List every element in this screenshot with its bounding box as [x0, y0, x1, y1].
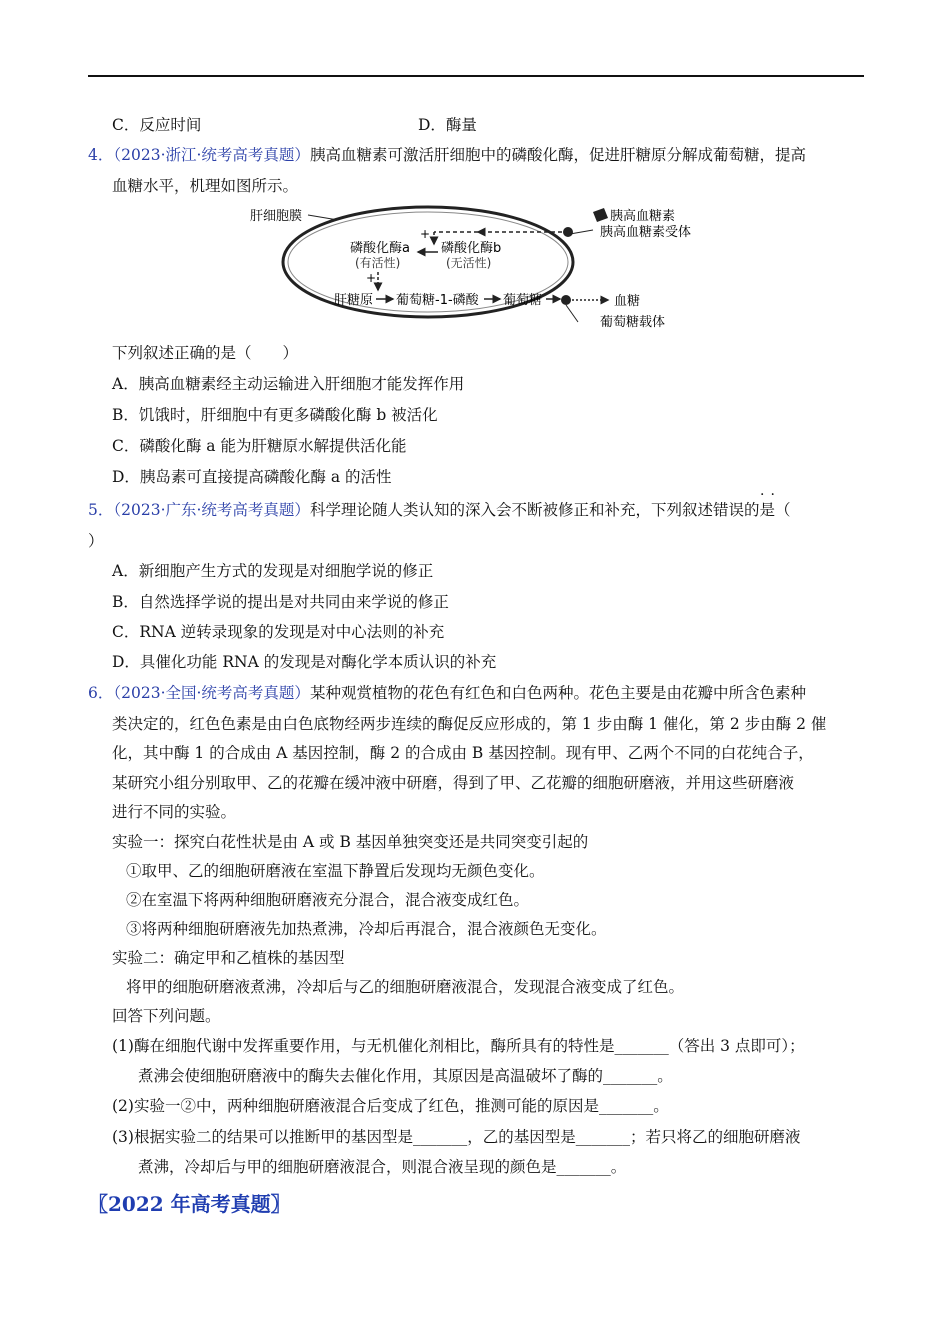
- glucagon-icon: [593, 208, 608, 222]
- question-6-number: 6．: [88, 684, 114, 702]
- question-6-l5: 进行不同的实验。: [112, 803, 237, 821]
- glucose-carrier-dot: [561, 295, 571, 305]
- question-4-ask: 下列叙述正确的是（ ）: [112, 344, 299, 362]
- carrier-pointer: [566, 305, 578, 322]
- label-carrier: 葡萄糖载体: [600, 315, 666, 330]
- label-membrane: 肝细胞膜: [250, 209, 303, 224]
- question-5-stem2: ）: [88, 532, 104, 550]
- option-d-prev: D．酶量: [418, 116, 477, 134]
- experiment-1-step1: ①取甲、乙的细胞研磨液在室温下静置后发现均无颜色变化。: [126, 862, 545, 880]
- sub-question-1b: 煮沸会使细胞研磨液中的酶失去催化作用，其原因是高温破坏了酶的_______。: [138, 1067, 673, 1085]
- experiment-2-title: 实验二：确定甲和乙植株的基因型: [112, 949, 345, 967]
- section-heading-2022: 〖2022 年高考真题〗: [88, 1192, 291, 1216]
- label-g1p: 葡萄糖-1-磷酸: [396, 293, 479, 308]
- question-6-line1: [88, 683, 806, 703]
- question-4-line1: [88, 145, 806, 165]
- question-5-option-b: B．自然选择学说的提出是对共同由来学说的修正: [112, 593, 449, 611]
- answer-prompt: 回答下列问题。: [112, 1007, 221, 1025]
- glucagon-mechanism-diagram: [248, 200, 718, 335]
- question-6-l3: 化，其中酶 1 的合成由 A 基因控制，酶 2 的合成由 B 基因控制。现有甲、乙两个不同的白花纯合子，: [112, 744, 814, 762]
- question-5-option-a: A．新细胞产生方式的发现是对细胞学说的修正: [112, 562, 434, 580]
- question-4-source: （2023·浙江·统考高考真题）: [113, 146, 310, 164]
- label-enzyme-a-note: (有活性): [355, 256, 401, 270]
- question-5-option-d: D．具催化功能 RNA 的发现是对酶化学本质认识的补充: [112, 653, 497, 671]
- receptor-dot: [563, 227, 573, 237]
- sub-question-2: (2)实验一②中，两种细胞研磨液混合后变成了红色，推测可能的原因是_______。: [112, 1097, 669, 1115]
- receptor-pointer: [570, 230, 593, 234]
- experiment-2-step: 将甲的细胞研磨液煮沸，冷却后与乙的细胞研磨液混合，发现混合液变成了红色。: [126, 978, 685, 996]
- label-glucose: 葡萄糖: [503, 293, 543, 308]
- question-6-l1: 某种观赏植物的花色有红色和白色两种。花色主要是由花瓣中所含色素种: [309, 684, 806, 702]
- sub-question-3b: 煮沸，冷却后与甲的细胞研磨液混合，则混合液呈现的颜色是_______。: [138, 1158, 627, 1176]
- question-4-stem1: 胰高血糖素可激活肝细胞中的磷酸化酶，促进肝糖原分解成葡萄糖，提高: [309, 146, 806, 164]
- question-5-number: 5．: [88, 501, 114, 519]
- label-enzyme-b-note: (无活性): [446, 256, 492, 270]
- experiment-1-title: 实验一：探究白花性状是由 A 或 B 基因单独突变还是共同突变引起的: [112, 833, 589, 851]
- question-4-option-a: A．胰高血糖素经主动运输进入肝细胞才能发挥作用: [112, 375, 465, 393]
- label-receptor: 胰高血糖素受体: [600, 225, 692, 240]
- header-rule: [88, 75, 864, 77]
- plus-sign-2: +: [366, 271, 377, 285]
- label-glycogen: 肝糖原: [334, 293, 374, 308]
- question-5-option-c: C．RNA 逆转录现象的发现是对中心法则的补充: [112, 623, 445, 641]
- question-4-stem2: 血糖水平，机理如图所示。: [112, 177, 299, 195]
- experiment-1-step2: ②在室温下将两种细胞研磨液充分混合，混合液变成红色。: [126, 891, 530, 909]
- question-6-l4: 某研究小组分别取甲、乙的花瓣在缓冲液中研磨，得到了甲、乙花瓣的细胞研磨液，并用这些研磨液: [112, 774, 795, 792]
- question-6-l2: 类决定的，红色色素是由白色底物经两步连续的酶促反应形成的，第 1 步由酶 1 催化，第 2 步由酶 2 催: [112, 715, 827, 733]
- question-6-source: （2023·全国·统考高考真题）: [113, 684, 310, 702]
- question-5-line1: [88, 500, 790, 520]
- question-4-number: 4．: [88, 146, 114, 164]
- question-5-source: （2023·广东·统考高考真题）: [113, 501, 310, 519]
- label-enzyme-a: 磷酸化酶a: [350, 241, 410, 256]
- question-5-stem1: 科学理论随人类认知的深入会不断被修正和补充，下列叙述错误的是（: [309, 501, 791, 519]
- label-glucagon: 胰高血糖素: [610, 209, 676, 224]
- question-4-option-b: B．饥饿时，肝细胞中有更多磷酸化酶 b 被活化: [112, 406, 438, 424]
- question-4-option-d: D．胰岛素可直接提高磷酸化酶 a 的活性: [112, 468, 392, 486]
- question-4-option-c: C．磷酸化酶 a 能为肝糖原水解提供活化能: [112, 437, 407, 455]
- label-blood-sugar: 血糖: [614, 294, 641, 309]
- sub-question-1a: (1)酶在细胞代谢中发挥重要作用，与无机催化剂相比，酶所具有的特性是_______（答出 3 点即可）；: [112, 1037, 805, 1055]
- option-c-prev: C．反应时间: [112, 116, 202, 134]
- plus-sign-1: +: [420, 227, 431, 241]
- label-enzyme-b: 磷酸化酶b: [441, 241, 502, 256]
- experiment-1-step3: ③将两种细胞研磨液先加热煮沸，冷却后再混合，混合液颜色无变化。: [126, 920, 607, 938]
- membrane-pointer: [308, 215, 338, 220]
- sub-question-3a: (3)根据实验二的结果可以推断甲的基因型是_______，乙的基因型是_______；若只将乙的细胞研磨液: [112, 1128, 801, 1146]
- emphasis-dots: ··: [760, 487, 781, 503]
